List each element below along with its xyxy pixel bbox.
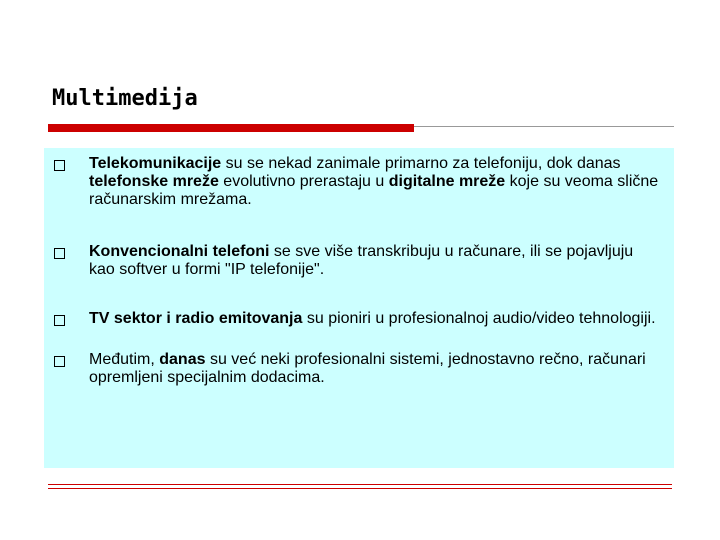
bullet-text-bold: telefonske mreže — [89, 173, 219, 190]
footer-rule-line-2 — [48, 488, 672, 489]
slide-title: Multimedija — [52, 86, 198, 111]
checkbox-outline-icon — [54, 356, 65, 367]
bullet-text — [89, 351, 659, 387]
bullet-text-segment: su se nekad zanimale primarno za telefoniju, dok danas — [221, 155, 621, 172]
bullet-text-segment: evolutivno prerastaju u — [218, 173, 389, 190]
checkbox-outline-icon — [54, 160, 65, 171]
bullet-text-bold: TV sektor i radio emitovanja — [89, 310, 303, 327]
bullet-text-bold: danas — [159, 351, 206, 368]
bullet-text-bold: Konvencionalni telefoni — [89, 243, 270, 260]
footer-rule-line-1 — [48, 484, 672, 485]
bullet-text-segment: Međutim, — [89, 351, 160, 368]
title-underline-gray-line — [414, 126, 674, 127]
bullet-text — [89, 310, 659, 328]
title-underline-red-bar — [48, 124, 414, 132]
bullet-text-segment: su već neki profesionalni sistemi, jednostavno rečno, računari opremljeni specijalnim dodacima. — [89, 351, 646, 386]
bullet-text-bold: Telekomunikacije — [89, 155, 222, 172]
bullet-text-bold: digitalne mreže — [388, 173, 506, 190]
checkbox-outline-icon — [54, 248, 65, 259]
bullet-text — [89, 243, 659, 279]
bullet-text-segment: koje su veoma slične računarskim mrežama. — [89, 173, 659, 208]
bullet-text-segment: se sve više transkribuju u računare, ili se pojavljuju kao softver u formi "IP telefonije". — [89, 243, 634, 278]
checkbox-outline-icon — [54, 315, 65, 326]
title-underline — [48, 124, 674, 132]
bullet-text-segment: su pioniri u profesionalnoj audio/video tehnologiji. — [302, 310, 656, 327]
bullet-text — [89, 155, 659, 209]
